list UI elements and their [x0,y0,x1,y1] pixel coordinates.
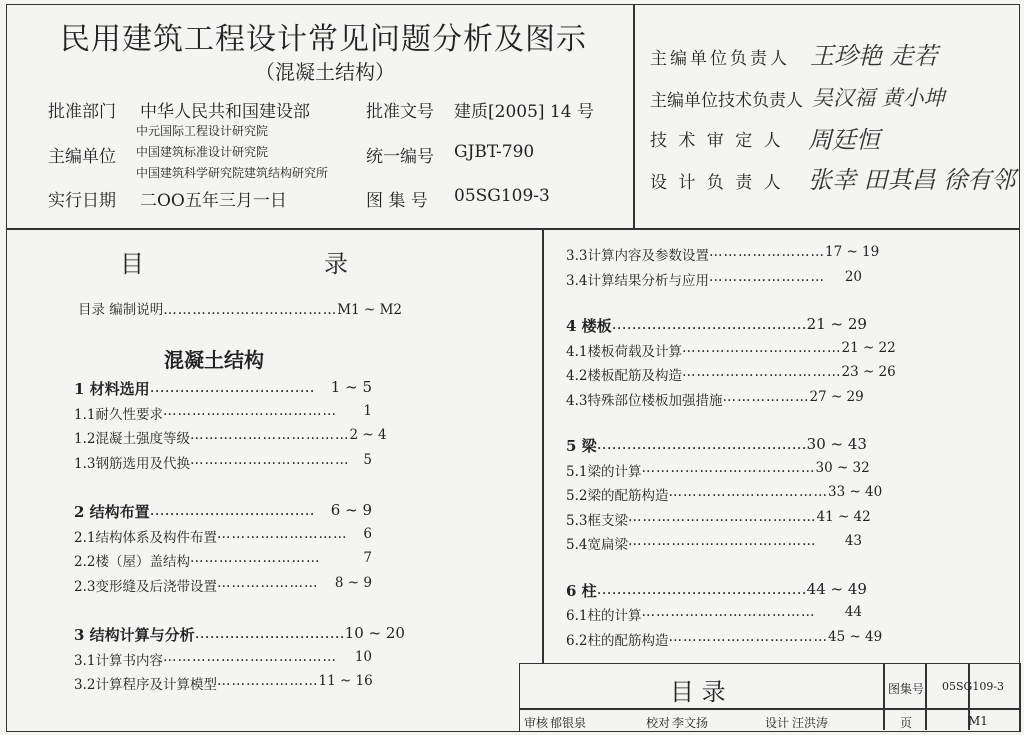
approve-dept: 中华人民共和国建设部 [140,102,310,122]
toc-entry-pages: 8 ~ 9 [334,574,372,591]
toc-entry-dots: …………………………… [189,451,350,468]
toc-entry[interactable] [566,628,883,649]
toc-entry-dots: …………………………………… [596,579,807,598]
toc-heading-left: 目 [120,250,144,278]
toc-entry[interactable] [566,508,871,529]
toc-column-divider [542,229,544,663]
sig-label-editor-head: 主编单位负责人 [650,49,790,69]
toc-entry-dots: …………………………… [681,339,842,356]
editor-unit-label: 主编单位 [48,147,116,167]
toc-entry[interactable] [74,427,387,447]
toc-entry-text: 5.2梁的配筋构造 [566,488,669,504]
editor-unit-2: 中国建筑标准设计研究院 [136,145,269,159]
toc-entry-pages: 30 ~ 32 [815,459,870,476]
page-label: 页 [900,716,913,730]
toc-entry-pages: 23 ~ 26 [841,364,896,380]
title-block [519,663,1021,732]
toc-entry-dots: ……………… [722,388,810,405]
toc-entry[interactable] [74,501,372,522]
toc-entry[interactable] [74,526,372,546]
toc-entry-pages: 44 ~ 49 [806,579,867,598]
atlas-no: 05SG109-3 [454,186,550,206]
toc-entry-text: 6.2柱的配筋构造 [566,632,669,649]
atlas-label: 图集号 [888,682,925,696]
toc-entry-text: 3.1计算书内容 [74,652,163,669]
sig-label-tech-head: 主编单位技术负责人 [650,91,803,111]
title-atlas-no: 05SG109-3 [942,680,1005,693]
toc-entry-pages: 10 ~ 20 [344,624,405,642]
approve-doc-label: 批准文号 [366,102,434,122]
date-label: 实行日期 [48,191,116,211]
toc-entry-pages: 20 [844,268,862,285]
toc-entry[interactable] [74,403,372,423]
toc-entry-text: 3 结构计算与分析 [74,626,195,644]
editor-unit-1: 中元国际工程设计研究院 [136,124,269,138]
toc-entry[interactable] [74,673,372,693]
toc-entry-text: 3.2计算程序及计算模型 [74,677,217,693]
toc-entry-pages: 10 [354,648,372,665]
header-divider [6,228,1020,230]
toc-entry[interactable] [74,649,372,669]
signature-2: 吴汉福 黄小坤 [812,86,945,110]
implementation-date: 二OO五年三月一日 [140,191,287,211]
toc-entry-dots: ………………………………… [627,533,817,549]
design-label: 设计 [765,716,790,730]
toc-entry-dots: ……………………… [216,525,348,542]
toc-entry-pages: 6 [363,525,372,542]
toc-entry-text: 4.3特殊部位楼板加强措施 [566,392,723,409]
toc-entry-dots: ……………………………… [162,402,337,419]
toc-entry[interactable] [566,315,867,336]
toc-entry-dots: …………………… [708,268,825,285]
approve-dept-label: 批准部门 [48,102,116,122]
toc-entry[interactable] [566,364,896,384]
toc-entry-dots: ………………… [216,574,319,591]
toc-entry[interactable] [74,575,372,595]
atlas-no-label: 图 集 号 [366,191,428,211]
proofer: 李文扬 [672,716,709,730]
toc-entry-dots: ………………… [216,673,319,689]
sig-label-reviewer: 技 术 审 定 人 [650,131,784,151]
toc-entry-dots: …………………………… [149,378,315,396]
toc-entry-text: 3.3计算内容及参数设置 [566,248,709,264]
toc-entry-text: 5 梁 [566,437,597,455]
toc-entry-pages: 1 ~ 5 [330,378,372,396]
section-title: 混凝土结构 [164,348,264,372]
toc-entry-pages: 11 ~ 16 [318,673,373,689]
toc-entry-pages: 45 ~ 49 [827,628,883,645]
toc-entry-text: 4.2楼板配筋及构造 [566,368,682,384]
toc-entry-pages: 7 [363,550,372,566]
toc-intro-pages: M1 ~ M2 [337,302,403,318]
toc-entry[interactable] [74,550,372,570]
toc-entry-dots: ………………………… [194,624,345,642]
approve-doc: 建质[2005] 14 号 [454,102,594,122]
toc-entry-dots: …………………………… [668,484,828,500]
toc-entry[interactable] [566,389,862,409]
toc-entry-text: 6.1柱的计算 [566,608,642,624]
toc-entry-dots: …………………………… [189,427,350,443]
toc-entry-pages: 6 ~ 9 [330,501,372,519]
toc-entry-dots: ……………………… [189,550,321,566]
toc-entry-dots: …………………………… [149,501,315,519]
toc-entry-pages: 5 [363,451,372,468]
proof-label: 校对 [646,716,671,730]
reviewer: 郁银泉 [550,716,587,730]
toc-entry[interactable] [566,435,867,456]
toc-entry[interactable] [566,244,880,264]
toc-entry-dots: …………………… [708,244,825,260]
toc-entry-pages: 21 ~ 29 [806,315,867,333]
toc-entry[interactable] [566,604,862,624]
toc-entry-pages: 17 ~ 19 [824,244,880,260]
toc-entry[interactable] [566,533,862,553]
signature-divider [633,4,635,229]
toc-heading-right: 录 [324,250,348,278]
toc-entry-dots: ……………………………… [162,648,337,665]
sig-label-designer: 设 计 负 责 人 [650,173,784,193]
toc-entry-dots: ……………………………… [641,459,816,476]
toc-entry-text: 1.3钢筋选用及代换 [74,455,190,472]
toc-entry-text: 1.2混凝土强度等级 [74,431,190,447]
toc-intro-dots: ……………………………… [163,302,338,318]
toc-entry-text: 6 柱 [566,581,597,600]
toc-entry-dots: …………………………… [668,628,828,645]
document-title: 民用建筑工程设计常见问题分析及图示 [60,22,587,57]
toc-entry-dots: …………………………………… [596,435,807,453]
review-label: 审核 [524,716,549,730]
toc-entry[interactable] [566,484,883,504]
document-subtitle: （混凝土结构） [255,60,395,84]
toc-entry[interactable] [74,452,372,472]
toc-entry-pages: 33 ~ 40 [827,484,883,500]
toc-entry[interactable] [566,269,862,289]
toc-entry-pages: 44 [844,604,862,620]
toc-entry[interactable] [566,459,870,480]
toc-entry-text: 5.4宽扁梁 [566,537,628,553]
toc-entry-text: 2 结构布置 [74,503,150,521]
signature-3: 周廷恒 [808,126,880,154]
toc-entry-pages: 27 ~ 29 [809,388,864,405]
toc-entry-text: 3.4计算结果分析与应用 [566,272,709,289]
unified-no: GJBT-790 [454,142,535,162]
toc-entry-pages: 41 ~ 42 [816,508,871,525]
page-no: M1 [968,714,988,728]
toc-entry-text: 1 材料选用 [74,380,150,398]
toc-entry-text: 4 楼板 [566,317,612,335]
toc-intro [78,298,402,318]
title-block-title: 目 录 [670,678,726,706]
unified-no-label: 统一编号 [366,147,434,167]
toc-entry[interactable] [74,624,405,645]
signature-1: 王珍艳 走若 [810,42,938,70]
toc-entry-text: 1.1耐久性要求 [74,406,163,423]
toc-entry-dots: ……………………………… [641,604,816,620]
toc-entry-pages: 43 [844,533,862,549]
toc-entry-pages: 1 [363,402,372,419]
toc-intro-text: 目录 编制说明 [78,302,164,318]
toc-entry[interactable] [566,339,896,360]
toc-entry[interactable] [74,378,372,399]
editor-unit-3: 中国建筑科学研究院建筑结构研究所 [136,166,329,180]
designer: 汪洪涛 [792,716,829,730]
toc-entry-text: 2.3变形缝及后浇带设置 [74,578,217,595]
toc-entry-dots: ………………………………… [611,315,807,333]
toc-entry[interactable] [566,579,867,601]
toc-entry-text: 2.1结构体系及构件布置 [74,529,217,546]
toc-entry-text: 4.1楼板荷载及计算 [566,343,682,360]
signature-4: 张幸 田其昌 徐有邻 [808,166,1016,194]
toc-entry-text: 2.2楼（屋）盖结构 [74,554,190,570]
toc-entry-pages: 2 ~ 4 [349,427,387,443]
toc-entry-text: 5.3框支梁 [566,512,628,529]
toc-entry-text: 5.1梁的计算 [566,463,642,480]
toc-entry-pages: 30 ~ 43 [806,435,867,453]
toc-entry-dots: …………………………… [681,364,842,380]
toc-entry-pages: 21 ~ 22 [841,339,896,356]
toc-entry-dots: ………………………………… [627,508,817,525]
